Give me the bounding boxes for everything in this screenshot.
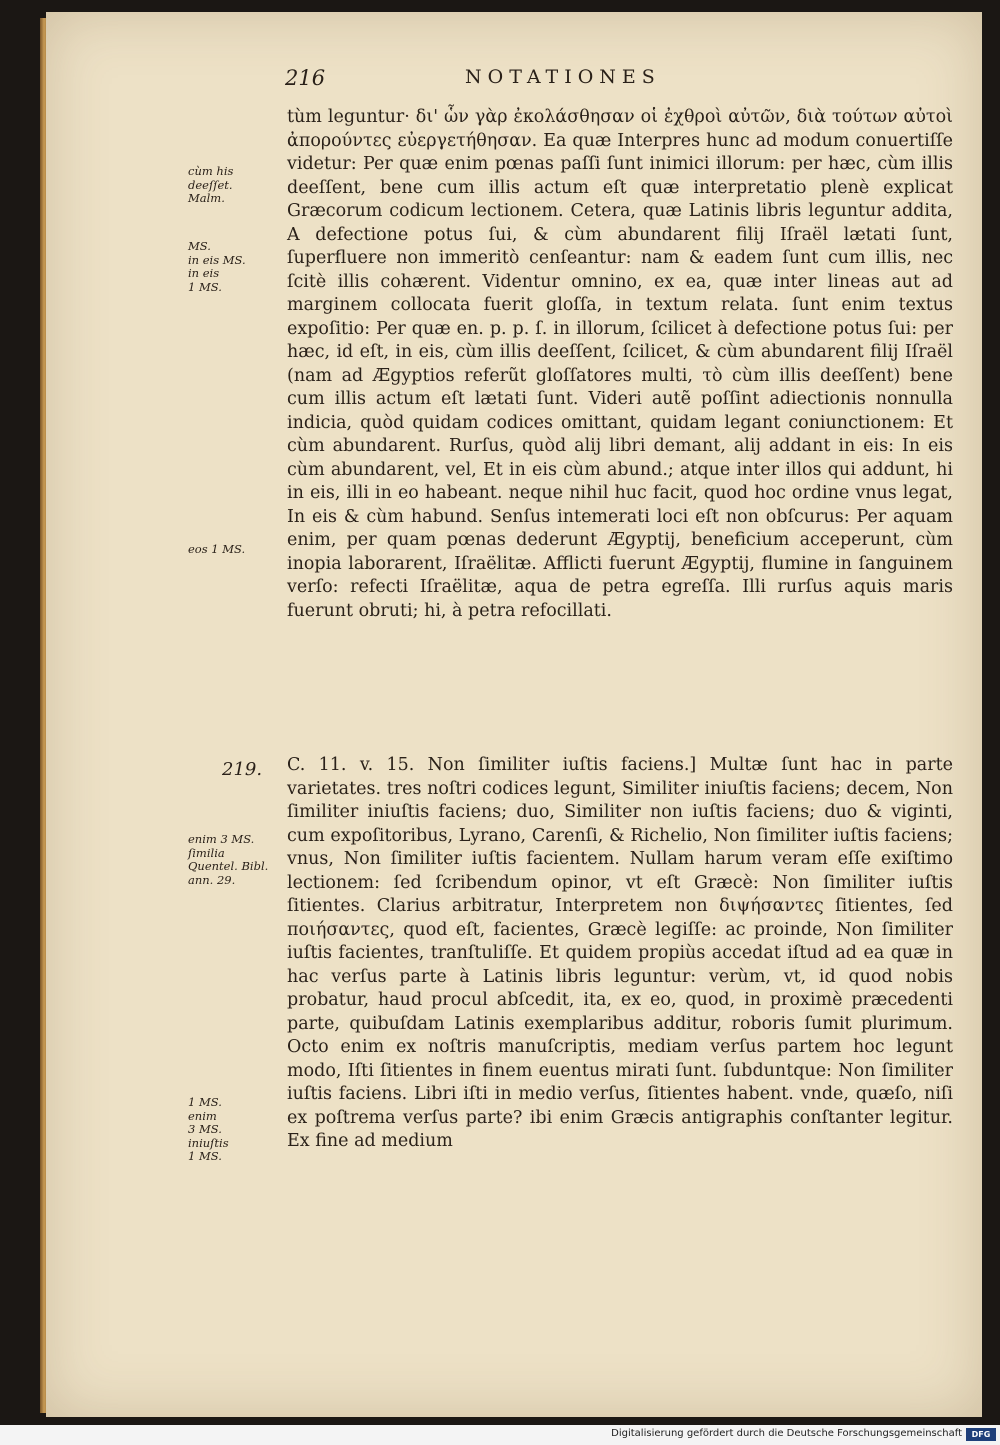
margin-note: 1 MS. enim 3 MS. iniuſtis 1 MS. <box>188 1095 229 1163</box>
margin-note: enim 3 MS. ſimilia Quentel. Bibl. ann. 29. <box>188 832 269 887</box>
page-number: 216 <box>285 66 326 90</box>
body-paragraph: C. 11. v. 15. Non ſimiliter iuſtis faciens.] Multæ ſunt hac in parte varietates. tres noſtri codices legunt, Similiter iniuſtis faciens; decem, Non ſimiliter iniuſtis faciens; duo, Similiter non iuſtis faciens; duo & viginti, cum expoſitoribus, Lyrano, Carenſi, & Richelio, Non ſimiliter iuſtis faciens; vnus, Non ſimiliter iuſtis facientem. Nullam harum veram eſſe exiſtimo lectionem: ſed ſcribendum opinor, vt eſt Græcè: Non ſimiliter iuſtis ſitientes. Clarius arbitratur, Interpretem non διψήσαντες ſitientes, ſed ποιήσαντες, quod eſt, facientes, Græcè legiſſe: ac proinde, Non ſimiliter iuſtis facientes, tranſtuliſſe. Et quidem propiùs accedat iſtud ad ea quæ in hac verſus parte à Latinis libris leguntur: verùm, vt, id quod nobis probatur, haud procul abſcedit, ita, ex eo, quod, in proximè præcedenti parte, quibuſdam Latinis exemplaribus additur, roboris ſumit plurimum. Octo enim ex noſtris manuſcriptis, mediam verſus partem hoc legunt modo, Iſti ſitientes in finem euentus mirati ſunt. ſubduntque: Non ſimiliter iuſtis faciens. Libri iſti in medio verſus, ſitientes habent. vnde, quæſo, niſi ex poſtrema verſus parte? ibi enim Græcis antigraphis conſtanter legitur. Ex fine ad medium <box>287 755 953 1151</box>
dfg-logo: DFG <box>966 1428 996 1441</box>
section-number: 219. <box>222 759 263 780</box>
margin-note: eos 1 MS. <box>188 542 246 556</box>
margin-note: cùm his deeſſet. Malm. <box>188 164 234 205</box>
running-title: NOTATIONES <box>465 66 661 88</box>
margin-note: MS. in eis MS. in eis 1 MS. <box>188 239 246 294</box>
digitization-footer <box>0 1425 1000 1445</box>
body-paragraph: tùm leguntur· δι' ὧν γὰρ ἐκολάσθησαν οἱ ἐχθροὶ αὐτῶν, διὰ τούτων αὐτοὶ ἀπορούντες εὐεργετήθησαν. Ea quæ Interpres hunc ad modum conuertiſſe videtur: Per quæ enim pœnas paſſi ſunt inimici illorum: per hæc, cùm illis deeſſent, bene cum illis actum eſt quæ interpretatio plenè explicat Græcorum codicum lectionem. Cetera, quæ Latinis libris leguntur addita, A defectione potus ſui, & cùm abundarent filij Iſraël lætati ſunt, ſuperfluere non immeritò cenſeantur: nam & eadem ſunt cum illis, nec ſcitè illis cohærent. Videntur omnino, ex ea, quæ inter lineas aut ad marginem collocata fuerit gloſſa, in textum relata. ſunt enim textus expoſitio: Per quæ en. p. p. ſ. in illorum, ſcilicet à defectione potus ſui: per hæc, id eſt, in eis, cùm illis deeſſent, ſcilicet, & cùm abundarent filij Iſraël (nam ad Ægyptios referũt gloſſatores multi, τὸ cùm illis deeſſent) bene cum illis actum eſt lætati ſunt. Videri autẽ poſſint adiectionis nonnulla indicia, quòd quidam codices omittant, quidam legant coniunctionem: Et cùm abundarent. Rurſus, quòd alij libri demant, alij addant in eis: In eis cùm abundarent, vel, Et in eis cùm abund.; atque inter illos qui addunt, hi in eis, illi in eo habeant. neque nihil huc facit, quod hoc ordine vnus legat, In eis & cùm habund. Senſus intemerati loci eſt non obſcurus: Per aquam enim, per quam pœnas dederunt Ægyptij, beneficium acceperunt, cùm inopia laborarent, Iſraëlitæ. Afflicti fuerunt Ægyptij, flumine in ſanguinem verſo: refecti Iſraëlitæ, aqua de petra egreſſa. Illi rurſus aquis maris fuerunt obruti; hi, à petra refocillati. <box>287 107 953 621</box>
funding-credit: Digitalisierung gefördert durch die Deutsche Forschungsgemeinschaft <box>611 1428 962 1439</box>
